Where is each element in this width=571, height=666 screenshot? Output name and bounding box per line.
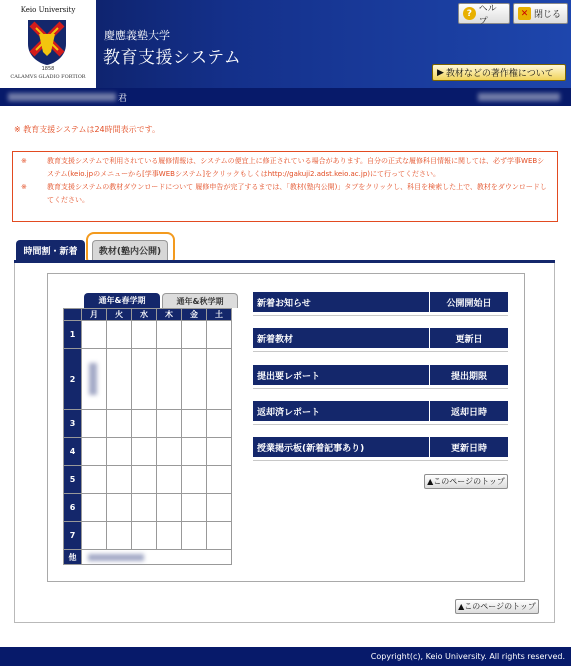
timetable-cell[interactable] [107, 349, 132, 410]
header [0, 0, 571, 88]
footer-copyright: Copyright(c), Keio University. All rights reserved. [0, 647, 571, 666]
user-bar [0, 88, 571, 106]
help-icon: ? [463, 7, 476, 20]
updated-datetime-header: 更新日時 [429, 437, 508, 457]
tab-timetable[interactable]: 時間割・新着 [16, 240, 85, 260]
day-header: 水 [132, 309, 157, 321]
updated-date-header: 更新日 [429, 328, 508, 348]
timetable-cell[interactable] [157, 438, 182, 466]
period-header: 7 [64, 522, 82, 550]
notice-mark: ※ [21, 183, 27, 191]
date-redacted [478, 93, 560, 101]
site-subtitle: 慶應義塾大学 [104, 29, 170, 42]
timetable-cell[interactable] [107, 321, 132, 349]
timetable-cell[interactable] [82, 410, 107, 438]
day-header: 金 [182, 309, 207, 321]
divider [253, 460, 508, 461]
close-label: 閉じる [534, 10, 562, 20]
logo-name: Keio University [20, 6, 76, 14]
period-header: 3 [64, 410, 82, 438]
notice-text: 教育支援システムで利用されている履修情報は、システムの便宜上に修正されている場合があります。自分の正式な履修科目情報に関しては、必ず学事WEBシステム(keio.jpのメニューから[学事WEBシステム]をクリックもしくはhttp://gakuji2.adst.keio.ac.jp)にて行ってください。 [47, 157, 545, 178]
timetable-cell[interactable] [207, 321, 232, 349]
period-header: 6 [64, 494, 82, 522]
timetable-cell[interactable] [207, 522, 232, 550]
timetable-cell[interactable] [82, 466, 107, 494]
timetable-cell[interactable] [82, 349, 107, 410]
timetable-cell[interactable] [157, 494, 182, 522]
other-courses-cell[interactable] [82, 550, 232, 565]
reports-due-header[interactable] [253, 365, 508, 385]
timetable-cell[interactable] [182, 438, 207, 466]
timetable-cell[interactable] [132, 494, 157, 522]
timetable-cell[interactable] [182, 321, 207, 349]
period-header: 4 [64, 438, 82, 466]
divider [253, 388, 508, 389]
day-header: 月 [82, 309, 107, 321]
period-header: 1 [64, 321, 82, 349]
tab-spring-term[interactable]: 通年&春学期 [84, 293, 160, 308]
timetable-corner [64, 309, 82, 321]
copyright-info-label: 教材などの著作権について [445, 69, 554, 79]
publish-start-date-header: 公開開始日 [429, 292, 508, 312]
new-materials-header[interactable] [253, 328, 508, 348]
submission-deadline-header: 提出期限 [429, 365, 508, 385]
timetable-cell[interactable] [132, 522, 157, 550]
day-header: 火 [107, 309, 132, 321]
new-notices-header[interactable] [253, 292, 508, 312]
timetable-cell[interactable] [157, 466, 182, 494]
timetable-cell[interactable] [82, 321, 107, 349]
notice-text: 教育支援システムの教材ダウンロードについて 履修申告が完了するまでは、「教材(塾内公開)」タブをクリックし、科目を検索した上で、教材をダウンロードしてください。 [47, 183, 547, 204]
timetable-cell[interactable] [132, 438, 157, 466]
timetable-cell[interactable] [157, 410, 182, 438]
close-button[interactable] [513, 3, 568, 24]
returned-reports-label: 返却済レポート [257, 407, 321, 418]
period-header: 2 [64, 349, 82, 410]
timetable-cell[interactable] [182, 410, 207, 438]
timetable-cell[interactable] [82, 494, 107, 522]
logo-year: 1858 [41, 66, 55, 72]
divider [253, 351, 508, 352]
page-top-button[interactable]: ▲このページのトップ [424, 474, 508, 489]
other-courses-redacted [88, 554, 144, 561]
class-board-label: 授業掲示板(新着記事あり) [257, 443, 365, 454]
timetable-cell[interactable] [182, 349, 207, 410]
timetable-cell[interactable] [207, 466, 232, 494]
notice-box [12, 151, 558, 222]
timetable-cell[interactable] [132, 321, 157, 349]
copyright-info-button[interactable] [432, 64, 566, 81]
timetable-cell[interactable] [132, 466, 157, 494]
notice-item [21, 181, 549, 207]
timetable-grid [63, 308, 232, 565]
timetable-cell[interactable] [182, 522, 207, 550]
notice-24h: ※ 教育支援システムは24時間表示です。 [14, 125, 160, 134]
notice-item [21, 155, 549, 181]
logo-motto: CALAMVS GLADIO FORTIOR [10, 74, 86, 80]
timetable-cell[interactable] [207, 438, 232, 466]
reports-due-label: 提出要レポート [257, 371, 321, 382]
divider [253, 424, 508, 425]
page-top-button[interactable]: ▲このページのトップ [455, 599, 539, 614]
course-redacted [89, 363, 97, 395]
divider [253, 315, 508, 316]
timetable-cell[interactable] [132, 349, 157, 410]
timetable-cell[interactable] [107, 466, 132, 494]
user-name-redacted [8, 93, 116, 101]
site-title: 教育支援システム [103, 48, 242, 68]
day-header: 木 [157, 309, 182, 321]
user-name-suffix: 君 [118, 94, 128, 104]
close-icon: ✕ [518, 7, 531, 20]
timetable-cell[interactable] [132, 410, 157, 438]
shield-icon [26, 18, 68, 66]
tab-materials[interactable]: 教材(塾内公開) [92, 240, 168, 260]
returned-datetime-header: 返却日時 [429, 401, 508, 421]
class-board-header[interactable] [253, 437, 508, 457]
notice-mark: ※ [21, 157, 27, 165]
timetable-cell[interactable] [207, 349, 232, 410]
returned-reports-header[interactable] [253, 401, 508, 421]
day-header: 土 [207, 309, 232, 321]
other-header: 他 [64, 550, 82, 565]
help-button[interactable] [458, 3, 510, 27]
tab-fall-term[interactable]: 通年&秋学期 [162, 293, 238, 308]
timetable-cell[interactable] [107, 438, 132, 466]
timetable-cell[interactable] [107, 522, 132, 550]
help-label: ヘルプ [478, 3, 497, 27]
timetable-cell[interactable] [207, 494, 232, 522]
period-header: 5 [64, 466, 82, 494]
timetable-cell[interactable] [157, 522, 182, 550]
timetable-cell[interactable] [82, 522, 107, 550]
play-arrow-icon: ▶ [437, 67, 444, 78]
timetable-cell[interactable] [182, 466, 207, 494]
timetable-cell[interactable] [107, 410, 132, 438]
timetable-cell[interactable] [107, 494, 132, 522]
new-notices-label: 新着お知らせ [257, 298, 311, 309]
timetable-cell[interactable] [157, 321, 182, 349]
timetable-cell[interactable] [82, 438, 107, 466]
timetable-cell[interactable] [157, 349, 182, 410]
university-logo [0, 0, 96, 88]
timetable-cell[interactable] [207, 410, 232, 438]
new-materials-label: 新着教材 [257, 334, 294, 345]
timetable-cell[interactable] [182, 494, 207, 522]
